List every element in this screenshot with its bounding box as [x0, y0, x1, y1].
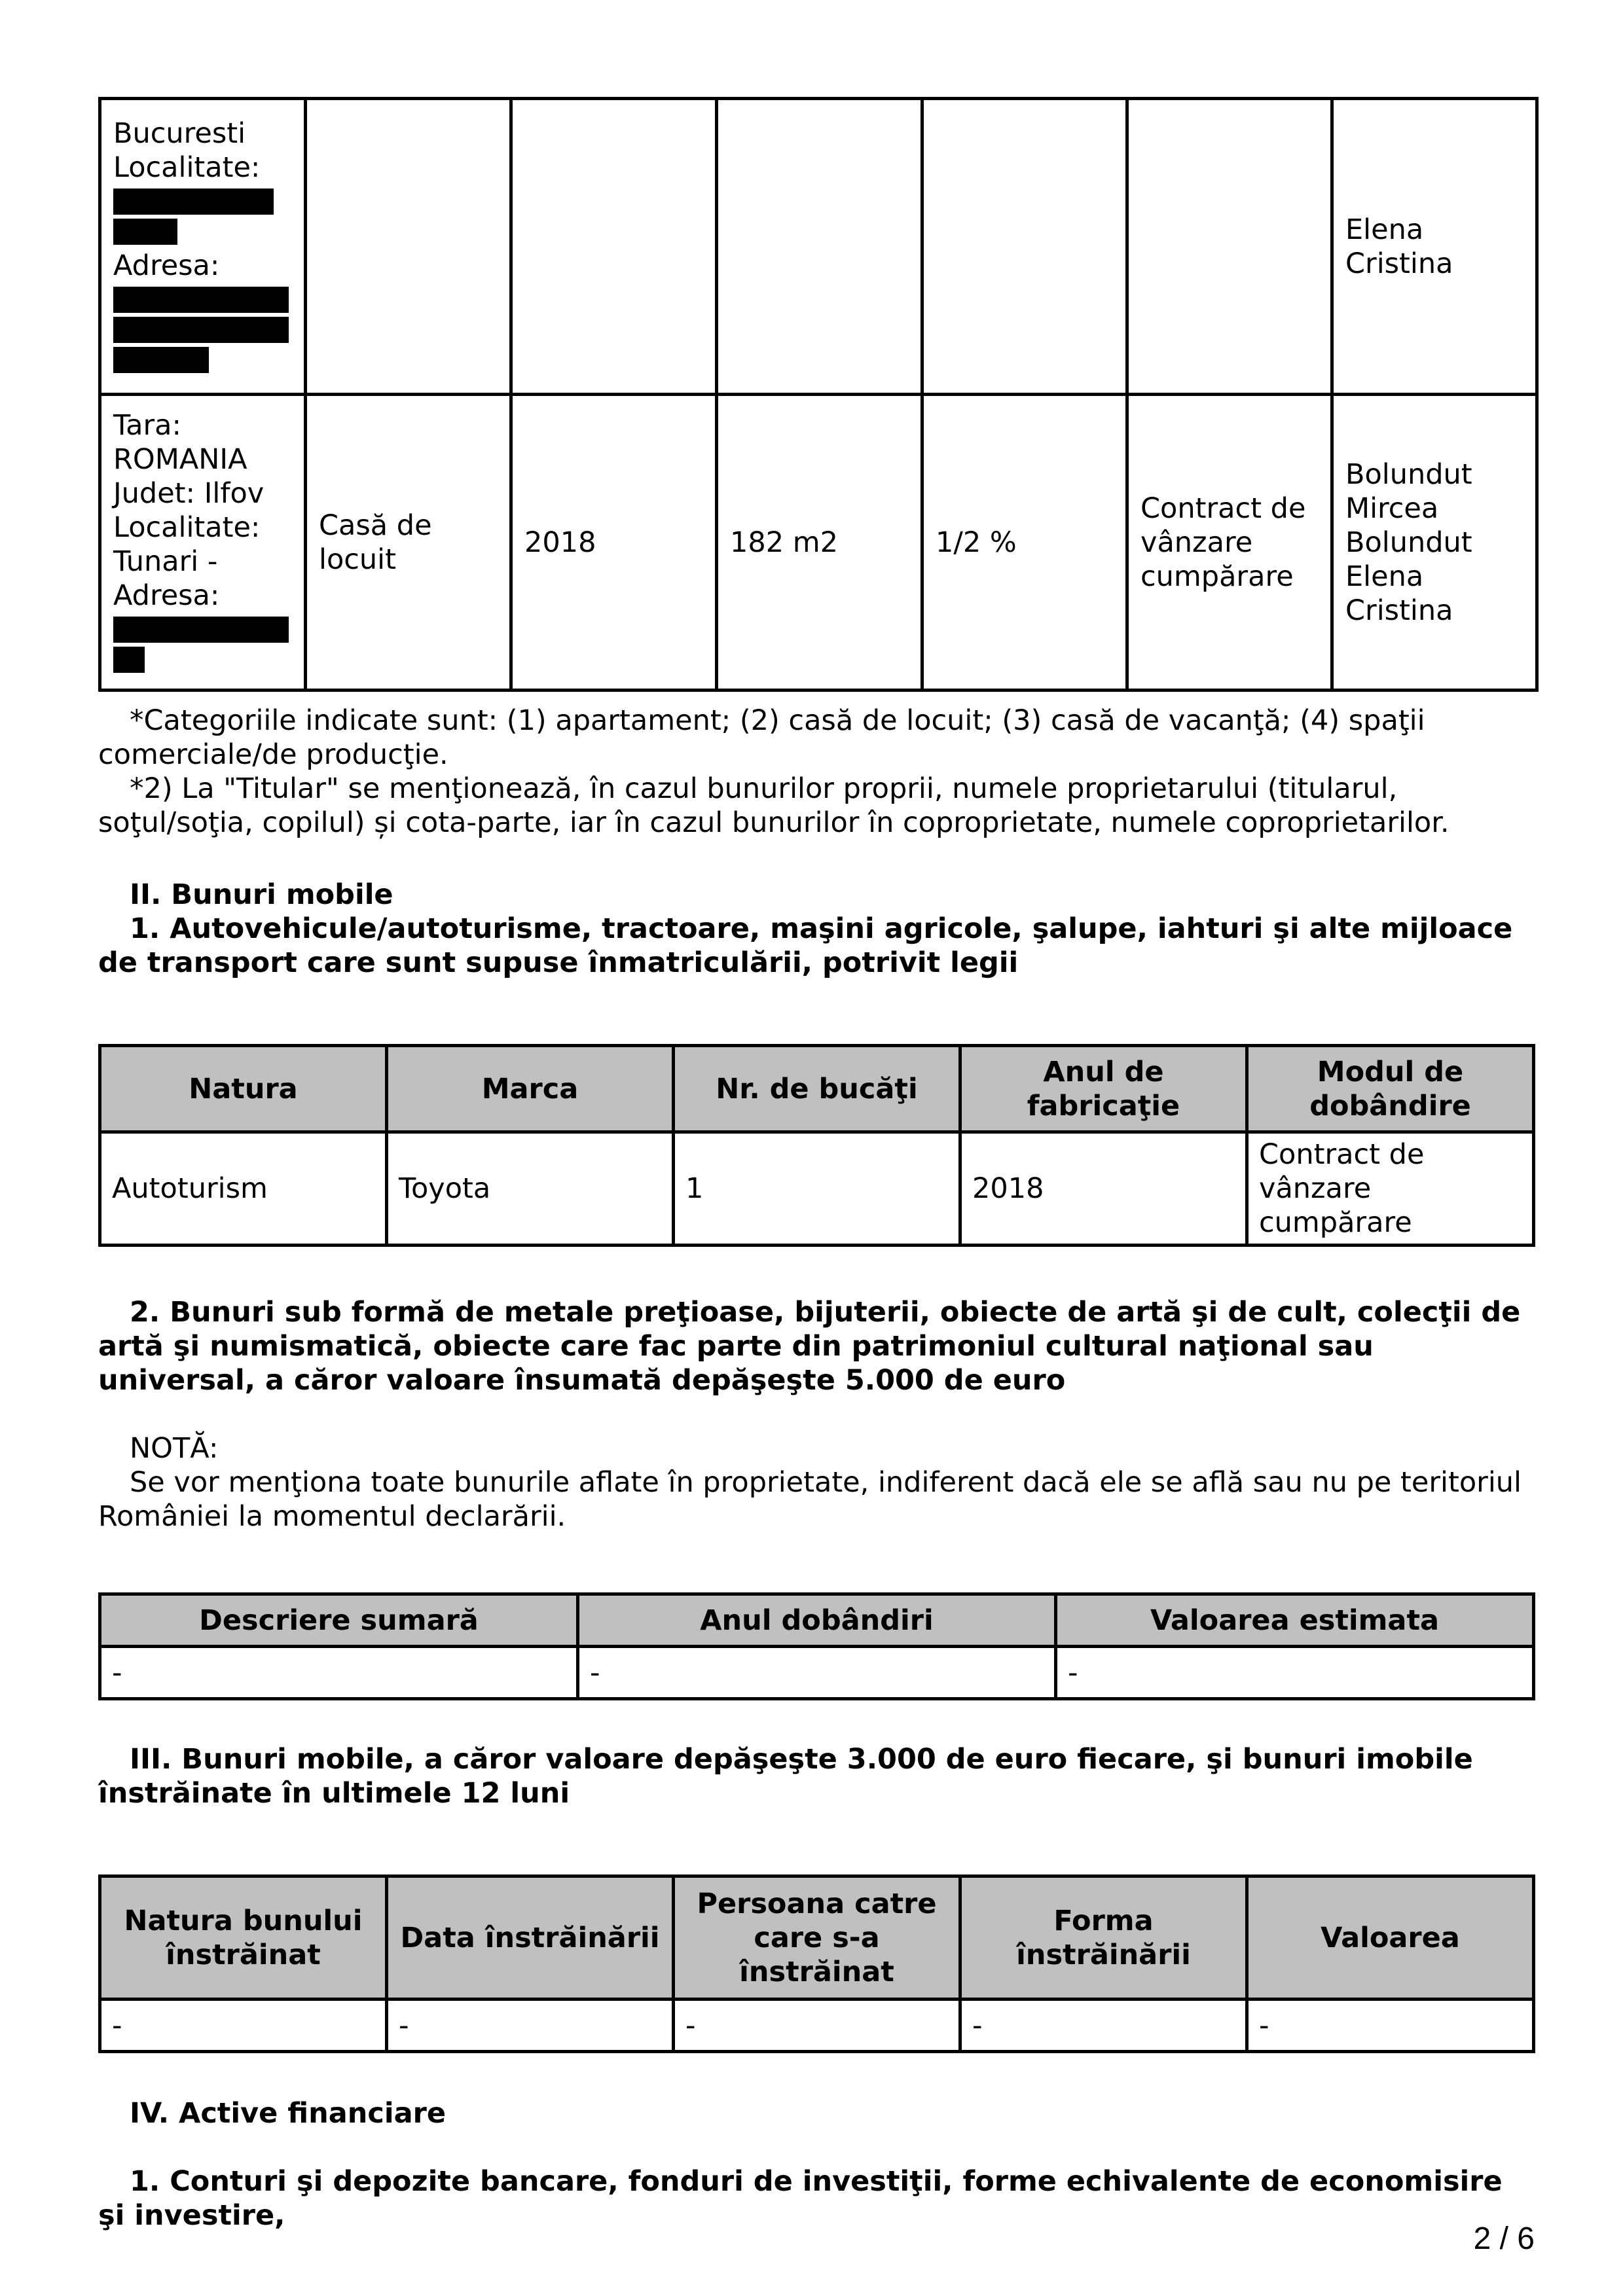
redaction-block — [113, 347, 209, 373]
share-cell: 1/2 % — [922, 395, 1127, 691]
acquisition-cell — [1127, 99, 1332, 395]
redaction-block — [113, 219, 177, 245]
table-cell: Toyota — [387, 1132, 674, 1246]
category-cell — [306, 99, 511, 395]
alienated-assets-table — [98, 1874, 1535, 2053]
address-label: Adresa: — [113, 579, 220, 612]
column-header: Anul de fabricaţie — [960, 1046, 1247, 1132]
area-cell: 182 m2 — [717, 395, 922, 691]
table-cell: - — [578, 1647, 1056, 1699]
property-table — [98, 97, 1539, 692]
footnote-categories: *Categoriile indicate sunt: (1) apartament; (2) casă de locuit; (3) casă de vacanţă; (4) spaţii comerciale/de producţie. — [98, 704, 1425, 771]
table-row — [100, 1132, 1534, 1246]
table-cell: - — [960, 2000, 1247, 2052]
section-heading: IV. Active financiare — [130, 2097, 446, 2130]
nota-label: NOTĂ: — [130, 1432, 219, 1465]
acquisition-cell: Contract de vânzare cumpărare — [1127, 395, 1332, 691]
section-heading: II. Bunuri mobile — [130, 878, 393, 911]
table-cell: 1 — [674, 1132, 960, 1246]
location-line: Judet: Ilfov — [113, 476, 264, 510]
table-row — [100, 395, 1537, 691]
owner-cell: Elena Cristina — [1332, 99, 1537, 395]
address-label: Adresa: — [113, 249, 220, 282]
location-cell — [100, 395, 306, 691]
subsection-heading: 1. Autovehicule/autoturisme, tractoare, maşini agricole, şalupe, iahturi şi alte mijloace de transport care sunt supuse înmatriculării, potrivit legii — [98, 912, 1513, 979]
column-header: Data înstrăinării — [387, 1876, 674, 2000]
year-cell: 2018 — [511, 395, 717, 691]
column-header: Valoarea estimata — [1056, 1594, 1534, 1647]
location-line: Localitate: Tunari - — [113, 511, 261, 578]
location-line: Localitate: — [113, 151, 261, 184]
column-header: Descriere sumară — [100, 1594, 578, 1647]
category-cell: Casă de locuit — [306, 395, 511, 691]
table-header-row — [100, 1046, 1534, 1132]
nota-text: Se vor menţiona toate bunurile aflate în proprietate, indiferent dacă ele se află sau nu pe teritoriul României la momentul declarării. — [98, 1466, 1522, 1533]
subsection-heading: 1. Conturi şi depozite bancare, fonduri de investiţii, forme echivalente de economisire şi investire, — [98, 2165, 1503, 2232]
redaction-block — [113, 647, 145, 673]
table-cell: Contract de vânzare cumpărare — [1247, 1132, 1534, 1246]
footnote-titular: *2) La "Titular" se menţionează, în cazul bunurilor proprii, numele proprietarului (titularul, soţul/soţia, copilul) și cota-parte, iar în cazul bunurilor în coproprietate, numele coproprietarilor. — [98, 772, 1450, 839]
page-number: 2 / 6 — [1473, 2221, 1535, 2256]
column-header: Marca — [387, 1046, 674, 1132]
table-row — [100, 1647, 1534, 1699]
table-row — [100, 99, 1537, 395]
table-cell: - — [100, 1647, 578, 1699]
subsection-heading: 2. Bunuri sub formă de metale preţioase, bijuterii, obiecte de artă şi de cult, colecţii de artă şi numismatică, obiecte care fac parte din patrimoniul cultural naţional sau universal, a căror valoare însumată depăşeşte 5.000 de euro — [98, 1296, 1521, 1397]
column-header: Forma înstrăinării — [960, 1876, 1247, 2000]
table-row — [100, 2000, 1534, 2052]
table-cell: Autoturism — [100, 1132, 387, 1246]
column-header: Valoarea — [1247, 1876, 1534, 2000]
column-header: Persoana catre care s-a înstrăinat — [674, 1876, 960, 2000]
table-cell: 2018 — [960, 1132, 1247, 1246]
table-cell: - — [674, 2000, 960, 2052]
owner-cell: Bolundut Mircea Bolundut Elena Cristina — [1332, 395, 1537, 691]
location-line: Tara: ROMANIA — [113, 408, 247, 476]
vehicles-table — [98, 1044, 1535, 1247]
table-cell: - — [100, 2000, 387, 2052]
table-cell: - — [387, 2000, 674, 2052]
column-header: Anul dobândiri — [578, 1594, 1056, 1647]
table-header-row — [100, 1876, 1534, 2000]
table-cell: - — [1056, 1647, 1534, 1699]
area-cell — [717, 99, 922, 395]
column-header: Natura — [100, 1046, 387, 1132]
redaction-block — [113, 287, 289, 313]
redaction-block — [113, 317, 289, 343]
table-cell: - — [1247, 2000, 1534, 2052]
share-cell — [922, 99, 1127, 395]
document-page — [98, 97, 1535, 2233]
column-header: Modul de dobândire — [1247, 1046, 1534, 1132]
column-header: Nr. de bucăţi — [674, 1046, 960, 1132]
valuables-table — [98, 1592, 1535, 1700]
redaction-block — [113, 617, 289, 643]
location-cell — [100, 99, 306, 395]
redaction-block — [113, 188, 274, 215]
year-cell — [511, 99, 717, 395]
column-header: Natura bunului înstrăinat — [100, 1876, 387, 2000]
section-heading: III. Bunuri mobile, a căror valoare depăşeşte 3.000 de euro fiecare, şi bunuri imobile înstrăinate în ultimele 12 luni — [98, 1743, 1473, 1810]
table-header-row — [100, 1594, 1534, 1647]
location-line: Bucuresti — [113, 117, 246, 150]
